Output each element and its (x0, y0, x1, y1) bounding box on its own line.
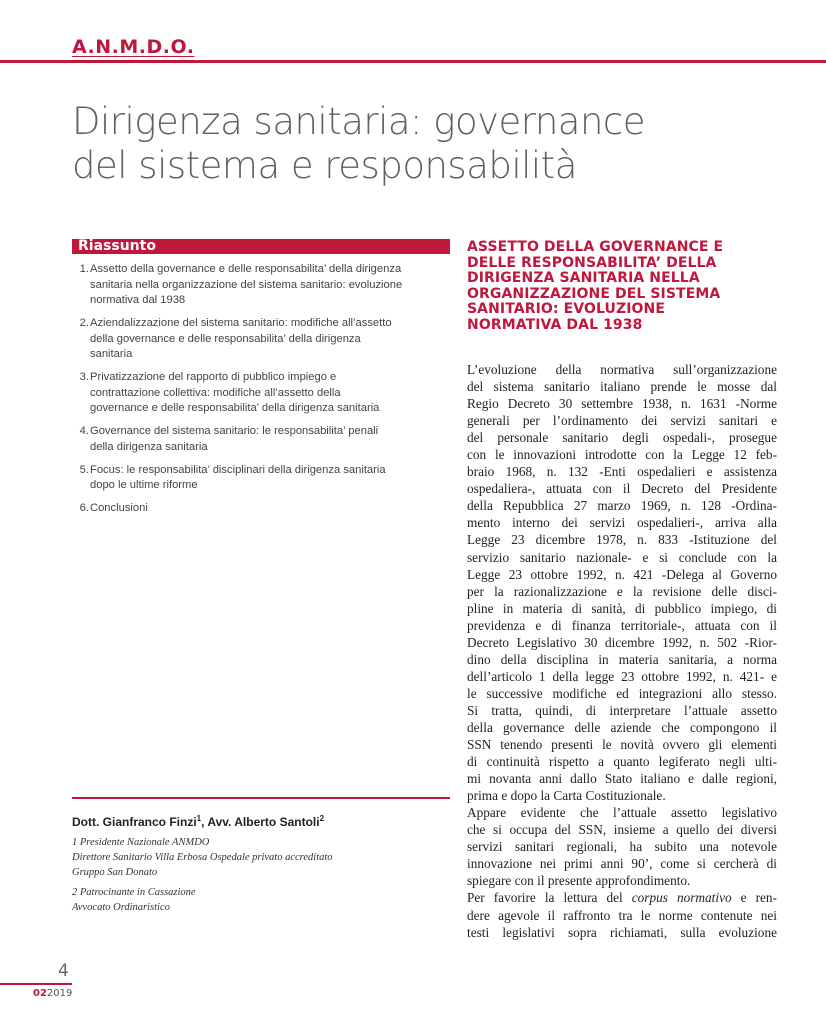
body-line: prima e dopo la Carta Costituzionale. (467, 788, 666, 804)
issue-number: 02 (33, 988, 47, 999)
body-fragment: e ren- (731, 890, 777, 906)
summary-item-line: Privatizzazione del rapporto di pubblico impiego e (90, 371, 337, 383)
section-heading-line: NORMATIVA DAL 1938 (467, 316, 643, 333)
body-line (467, 889, 777, 906)
summary-item-number: 2. (79, 317, 89, 329)
summary-item-number: 3. (79, 371, 89, 383)
summary-item (72, 316, 452, 363)
summary-item-number: 1. (79, 263, 89, 275)
body-line: testi legislativi sopra richiamati, sulla evoluzione (467, 924, 777, 940)
body-line: L’evoluzione della normativa sull’organizzazione (467, 362, 777, 377)
affiliation-line: Direttore Sanitario Villa Erbosa Ospedale privato accreditato (72, 852, 333, 863)
summary-list (72, 262, 452, 524)
summary-item (72, 501, 452, 517)
summary-item-line: della governance e delle responsabilita’ della dirigenza (90, 332, 361, 345)
summary-item-line: Aziendalizzazione del sistema sanitario: modifiche all’assetto (90, 317, 392, 329)
summary-item (72, 262, 452, 309)
body-line: per la razionalizzazione e la revisione delle disci- (467, 583, 777, 599)
summary-item-line: sanitaria (90, 348, 133, 360)
author-names: Dott. Gianfranco Finzi$^1$, Avv. Alberto Santoli$^2$ (72, 814, 325, 829)
summary-item-number: 4. (79, 425, 89, 437)
journal-brand: A.N.M.D.O. (72, 36, 195, 58)
issue-label (33, 988, 72, 999)
summary-item (72, 463, 452, 494)
summary-item-text (89, 424, 452, 455)
summary-item-number: 6. (79, 502, 89, 514)
body-line: generali per l’ordinamento dei servizi sanitari e (467, 413, 777, 429)
body-line: innovazione nei primi anni 90’, come si cercherà di (467, 856, 777, 872)
summary-item-text (89, 501, 452, 517)
body-line: del sistema sanitario italiano prende le mosse dal (467, 379, 777, 395)
body-line: pline in materia di sanità, di pubblico impiego, di (467, 600, 777, 616)
summary-item-line: sanitaria nella organizzazione del sistema sanitario: evoluzione (90, 278, 403, 291)
body-line: della governance delle aziende che compongono il (467, 719, 777, 735)
summary-item-text (89, 262, 452, 309)
affiliation-line: 1 Presidente Nazionale ANMDO (72, 837, 210, 848)
section-heading-line: ORGANIZZAZIONE DEL SISTEMA (467, 285, 721, 302)
summary-item-line: Governance del sistema sanitario: le responsabilita’ penali (90, 425, 379, 437)
body-line: servizio sanitario nazionale- e si conclude con la (467, 549, 777, 565)
section-heading-line: DIRIGENZA SANITARIA NELLA (467, 270, 700, 286)
summary-item-text (89, 316, 452, 363)
body-line: dino della disciplina in materia sanitaria, a norma (467, 651, 777, 667)
section-heading-line: DELLE RESPONSABILITA’ DELLA (467, 254, 717, 271)
body-line: braio 1968, n. 132 -Enti ospedalieri e assistenza (467, 464, 777, 480)
body-line: mi novanta anni dallo Stato italiano e dalle regioni, (467, 771, 777, 787)
summary-item-number: 5. (79, 463, 89, 476)
title-line: Dirigenza sanitaria: governance (72, 100, 646, 143)
issue-year: 2019 (46, 988, 73, 999)
summary-item-line: Focus: le responsabilita’ disciplinari della dirigenza sanitaria (90, 463, 386, 476)
affiliation-line: 2 Patrocinante in Cassazione (72, 887, 196, 898)
summary-item-line: Conclusioni (90, 502, 148, 514)
section-heading-line: ASSETTO DELLA GOVERNANCE E (467, 239, 724, 255)
body-fragment: Per favorire la lettura del (467, 890, 632, 906)
affiliation-1 (72, 835, 452, 880)
summary-item-line: dopo le ultime riforme (90, 479, 198, 491)
body-line: dell’articolo 1 della legge 23 ottobre 1992, n. 421- e (467, 668, 777, 684)
summary-item-text (89, 370, 452, 417)
summary-item-text (89, 463, 452, 494)
body-line: del personale sanitario degli ospedali-, prosegue (467, 430, 777, 446)
body-line: Appare evidente che l’attuale assetto legislativo (467, 805, 777, 821)
summary-item-line: della dirigenza sanitaria (90, 440, 208, 453)
body-line: con le innovazioni introdotte con la Legge 12 feb- (467, 447, 777, 463)
section-heading (467, 240, 787, 333)
body-line: servizi sanitari regionali, ha subito una notevole (467, 839, 777, 855)
body-line: Decreto Legislativo 30 dicembre 1992, n. 502 -Rior- (467, 634, 777, 650)
body-line: spiegare con il presente approfondimento. (467, 873, 691, 889)
page-number: 4 (58, 961, 69, 981)
summary-item (72, 424, 452, 455)
body-line: le successive modifiche ed integrazioni allo stesso. (467, 685, 777, 701)
header-rule (0, 60, 826, 63)
summary-item-line: governance e delle responsabilita’ della dirigenza sanitaria (90, 402, 380, 414)
article-title (72, 100, 772, 188)
summary-heading: Riassunto (72, 239, 450, 254)
body-text (467, 361, 777, 941)
body-line: Legge 23 dicembre 1978, n. 833 -Istituzione del (467, 532, 777, 548)
summary-item-line: Assetto della governance e delle responsabilita’ della dirigenza (90, 263, 402, 275)
summary-item-line: normativa dal 1938 (90, 294, 186, 306)
section-heading-line: SANITARIO: EVOLUZIONE (467, 301, 665, 317)
body-italic-term: corpus normativo (631, 890, 732, 906)
affiliation-2 (72, 885, 452, 915)
body-line: della Repubblica 27 marzo 1969, n. 128 -Ordina- (467, 498, 777, 514)
body-line: SSN tenendo presenti le novità ovvero gli elementi (467, 737, 777, 753)
body-line: mento interno dei servizi ospedalieri-, arriva alla (467, 515, 777, 531)
body-line: dere agevole il raffronto tra le norme contenute nei (467, 907, 777, 923)
author-rule (72, 797, 450, 799)
affiliation-line: Avvocato Ordinaristico (72, 902, 170, 913)
summary-item-line: contrattazione collettiva: modifiche all’assetto della (90, 386, 341, 399)
body-line: Si tratta, quindi, di interpretare l’attuale assetto (467, 702, 777, 718)
title-line: del sistema e responsabilità (72, 144, 577, 187)
body-line: Legge 23 ottobre 1992, n. 421 -Delega al Governo (467, 566, 777, 582)
body-line: di continuità rispetto a quanto legiferato negli ulti- (467, 754, 777, 770)
body-line: Regio Decreto 30 settembre 1938, n. 1631 -Norme (467, 396, 777, 412)
body-line: ospedaliera-, attuata con il Decreto del Presidente (467, 481, 777, 497)
summary-item (72, 370, 452, 417)
body-line: che si occupa del SSN, insieme a quello dei diversi (467, 822, 777, 838)
affiliation-line: Gruppo San Donato (72, 867, 158, 878)
body-line: previdenza e di finanza territoriale-, attuata con il (467, 617, 777, 633)
footer-rule (0, 983, 72, 985)
